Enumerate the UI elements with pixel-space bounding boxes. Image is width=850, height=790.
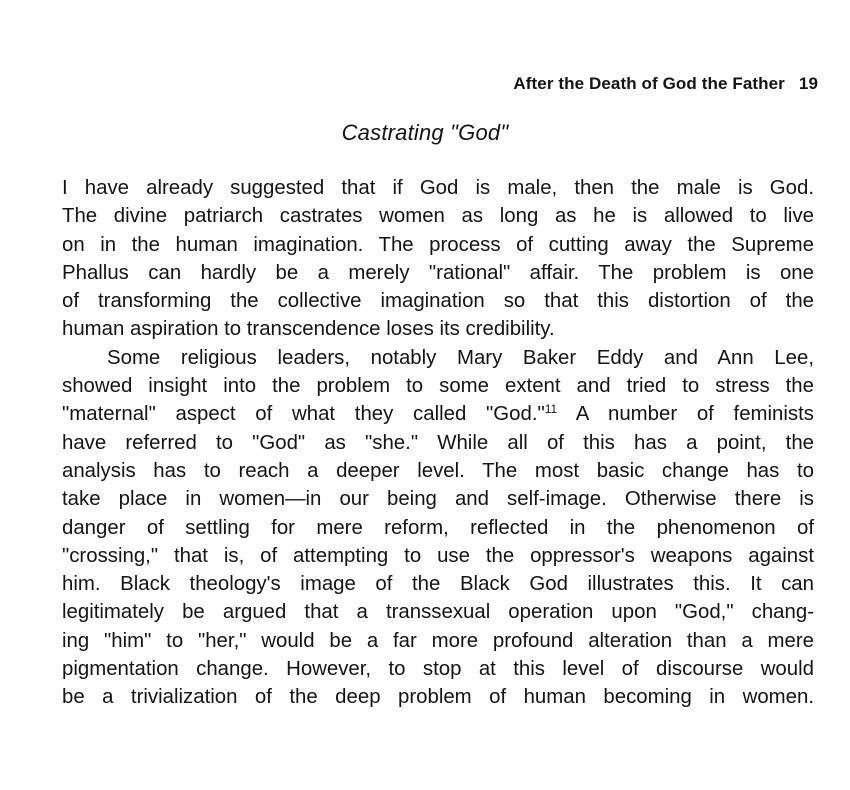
paragraph-1 (62, 174, 814, 344)
paragraph-2 (62, 344, 814, 712)
text-line: showed insight into the problem to some extent and tried to stress the (62, 375, 814, 398)
text-line: Phallus can hardly be a merely "rational" affair. The problem is one (62, 261, 814, 284)
running-head-title: After the Death of God the Father (513, 74, 785, 93)
text-segment: "maternal" aspect of what they called "God." (62, 403, 545, 426)
text-line: human aspiration to transcendence loses its credibility. (62, 318, 555, 341)
text-line: take place in women—in our being and self-image. Otherwise there is (62, 488, 814, 511)
section-title: Castrating "God" (341, 120, 509, 145)
body-text (62, 174, 814, 712)
text-line: pigmentation change. However, to stop at this level of discourse would (62, 658, 814, 681)
footnote-marker: 11 (544, 402, 558, 417)
text-line: of transforming the collective imagination so that this distortion of the (62, 290, 814, 313)
text-line: legitimately be argued that a transsexual operation upon "God," chang- (62, 601, 814, 624)
text-line: Some religious leaders, notably Mary Baker Eddy and Ann Lee, (107, 346, 814, 369)
running-head (513, 74, 818, 94)
text-line: "crossing," that is, of attempting to use the oppressor's weapons against (62, 544, 814, 567)
text-line: on in the human imagination. The process of cutting away the Supreme (62, 233, 814, 256)
text-line: danger of settling for mere reform, reflected in the phenomenon of (62, 516, 814, 539)
text-line: I have already suggested that if God is male, then the male is God. (62, 177, 814, 199)
text-line: him. Black theology's image of the Black God illustrates this. It can (62, 573, 814, 596)
text-line: ing "him" to "her," would be a far more profound alteration than a mere (62, 629, 814, 652)
text-segment: A number of feminists (557, 403, 814, 426)
text-line: be a trivialization of the deep problem of human becoming in women. (62, 686, 814, 709)
text-line (62, 400, 814, 428)
text-line: have referred to "God" as "she." While all of this has a point, the (62, 431, 814, 454)
text-line: The divine patriarch castrates women as long as he is allowed to live (62, 205, 814, 228)
text-line: analysis has to reach a deeper level. The most basic change has to (62, 459, 814, 482)
page-number: 19 (798, 74, 818, 93)
